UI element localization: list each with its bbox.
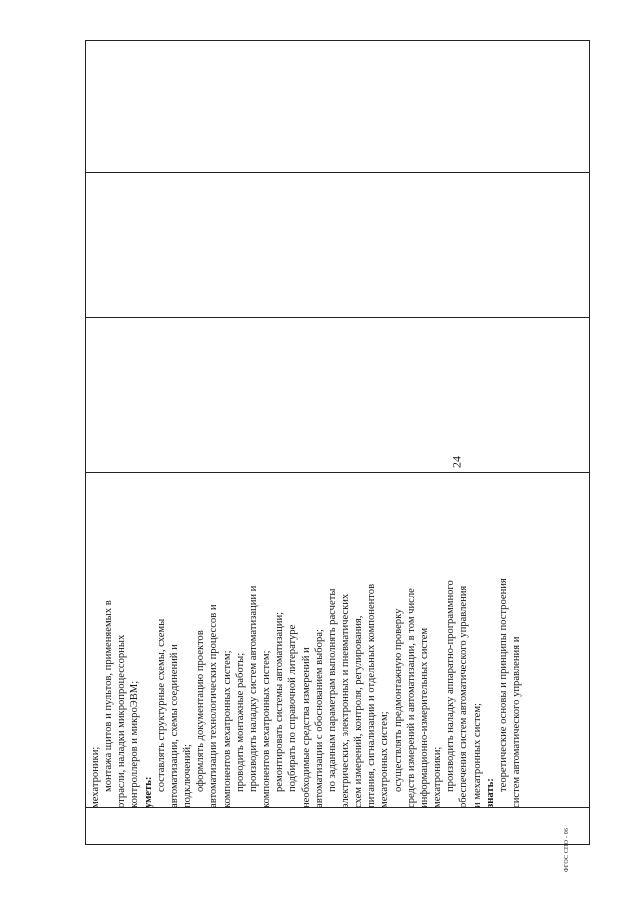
text-line: информационно-измерительных систем: [418, 627, 430, 808]
footer-code: ФГОС СПО - 06: [564, 827, 570, 873]
text-line: осуществлять предмонтажную проверку: [392, 608, 404, 792]
column-divider-4: [85, 172, 590, 173]
text-line: производить наладку аппаратно-программного: [445, 580, 457, 792]
text-line: производить наладку систем автоматизации и: [247, 585, 259, 792]
text-line: компонентов мехатронных систем;: [221, 650, 233, 808]
text-line: составлять структурные схемы, схемы: [155, 618, 167, 792]
text-line: по заданным параметрам выполнять расчеты: [326, 588, 338, 792]
column-divider-2: [85, 472, 590, 473]
table-border-left: [85, 844, 590, 845]
table-border-right: [85, 40, 590, 41]
text-line: подключений;: [182, 744, 194, 808]
table-rotated-frame: [85, 40, 590, 845]
table-border-top: [85, 40, 86, 845]
text-line: систем автоматического управления и: [511, 636, 522, 808]
text-line: средств измерений и автоматизации, в том числе: [405, 588, 417, 808]
text-line: знать:: [484, 778, 496, 808]
text-line: электрических, электронных и пневматических: [339, 593, 351, 808]
text-line: схем измерений, контроля, регулирования,: [353, 615, 365, 808]
text-line: мехатроники;: [90, 746, 101, 808]
text-line: компонентов мехатронных систем;: [261, 650, 273, 808]
text-line: подбирать по справочной литературе: [287, 624, 299, 792]
requirements-table: [85, 40, 590, 845]
text-line: мехатронных систем;: [379, 711, 391, 808]
text-line: оформлять документацию проектов: [195, 630, 207, 792]
text-line: ремонтировать системы автоматизации;: [274, 611, 286, 792]
text-line: автоматизации технологических процессов и: [208, 604, 220, 808]
text-line: автоматизации, схемы соединений и: [168, 644, 180, 808]
requirements-cell-text: [89, 478, 585, 808]
text-line: и мехатронных систем;: [471, 703, 483, 808]
column-divider-3: [85, 317, 590, 318]
text-line: автоматизации с обоснованием выбора;: [313, 629, 325, 808]
text-line: обеспечения систем автоматического управления: [458, 585, 470, 808]
text-line: питания, сигнализации и отдельных компонентов: [366, 583, 378, 808]
text-line: монтажа щитов и пультов, применяемых в: [103, 600, 115, 792]
text-line: мехатроники;: [432, 746, 444, 808]
text-line: необходимые средства измерений и: [300, 647, 312, 808]
text-line: уметь:: [142, 776, 154, 808]
text-line: проводить монтажные работы;: [234, 652, 246, 792]
page-number: 24: [449, 456, 464, 468]
table-border-bottom: [589, 40, 590, 845]
text-line: контроллеров и микроЭВМ;: [129, 680, 141, 808]
text-line: отрасли, наладки микропроцессорных: [116, 634, 128, 808]
text-line: теоретические основы и принципы построения: [497, 578, 509, 792]
